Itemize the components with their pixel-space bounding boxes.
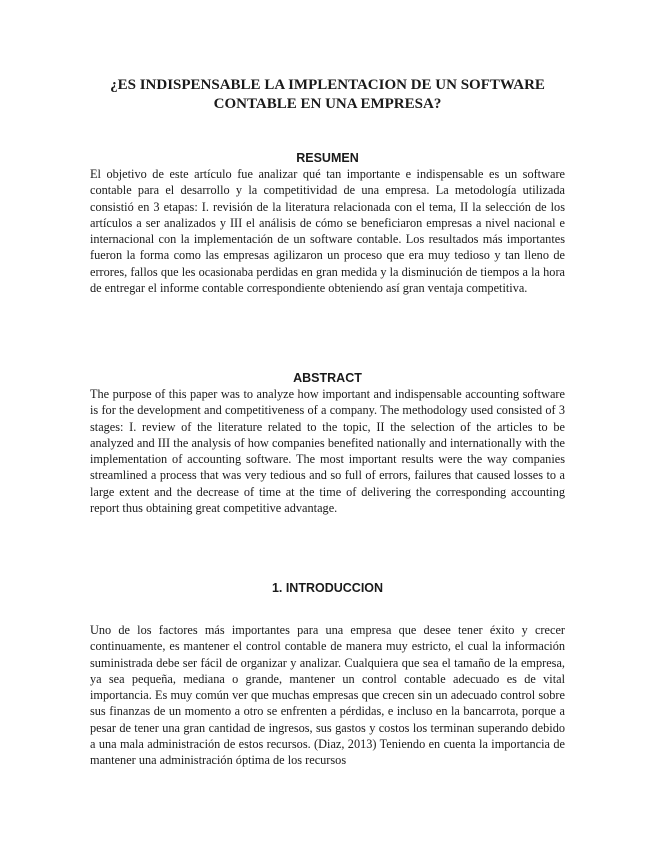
resumen-paragraph: El objetivo de este artículo fue analizar qué tan importante e indispensable es un software contable para el desarrollo y la competitividad de una empresa. La metodología utilizada consistió en 3 etapas: I. revisión de la literatura relacionada con el tema, II la selección de los artículos a ser analizados y III el análisis de cómo se beneficiaron empresas a nivel nacional e internacional con la implementación de un software contable. Los resultados más importantes fueron la forma como las empresas agilizaron un proceso que era muy tedioso y tan lleno de errores, fallos que les ocasionaba perdidas en gran medida y la disminución de tiempos a la hora de entregar el informe contable correspondiente obteniendo así gran ventaja competitiva. <box>90 167 565 296</box>
abstract-heading: ABSTRACT <box>293 371 362 385</box>
introduccion-paragraph: Uno de los factores más importantes para una empresa que desee tener éxito y crecer continuamente, es mantener el control contable de manera muy estricto, el cual la información suministrada debe ser fácil de organizar y analizar. Cualquiera que sea el tamaño de la empresa, ya sea pequeña, mediana o grande, mantener un control contable adecuado es de vital importancia. Es muy común ver que muchas empresas que crecen sin un adecuado control sobre sus finanzas de un momento a otro se enfrenten a pérdidas, e incluso en la bancarrota, porque a pesar de tener una gran cantidad de ingresos, sus gastos y costos los terminan superando debido a una mala administración de estos recursos. (Diaz, 2013) Teniendo en cuenta la importancia de mantener una administración óptima de los recursos <box>90 623 565 768</box>
paper-title: ¿ES INDISPENSABLE LA IMPLENTACION DE UN SOFTWARE CONTABLE EN UNA EMPRESA? <box>110 77 545 112</box>
abstract-paragraph: The purpose of this paper was to analyze how important and indispensable accounting software is for the development and competitiveness of a company. The methodology used consisted of 3 stages: I. review of the literature related to the topic, II the selection of the articles to be analyzed and III the analysis of how companies benefited nationally and internationally with the implementation of accounting software. The most important results were the way companies streamlined a process that was very tedious and so full of errors, failures that caused losses to a large extent and the decrease of time at the time of delivering the corresponding accounting report thus obtaining great competitive advantage. <box>90 387 565 516</box>
introduccion-heading: 1. INTRODUCCION <box>271 581 384 595</box>
resumen-heading: RESUMEN <box>296 151 359 165</box>
